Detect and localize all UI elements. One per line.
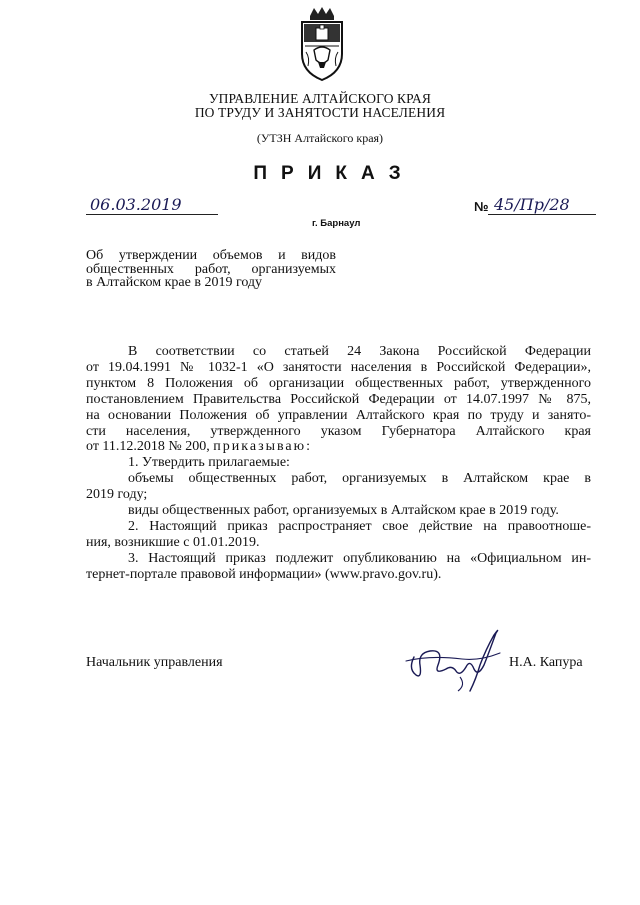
- body-line: пунктом 8 Положения об организации общественных работ, утвержденного: [86, 375, 591, 391]
- handwritten-order-number: 45/Пр/28: [494, 195, 570, 214]
- body-line: сти населения, утвержденного указом Губернатора Алтайского края: [86, 423, 591, 439]
- document-title: ПРИКАЗ: [253, 163, 415, 184]
- subject-line: общественных работ, организуемых: [86, 261, 336, 277]
- date-underline: [86, 214, 218, 215]
- body-line: постановлением Правительства Российской Федерации от 14.07.1997 № 875,: [86, 391, 591, 407]
- coat-of-arms-emblem: [296, 6, 348, 84]
- item-1a-line: объемы общественных работ, организуемых в Алтайском крае в: [128, 471, 591, 487]
- body-line: [86, 439, 591, 455]
- body-line: на основании Положения об управлении Алтайского края по труду и занято-: [86, 407, 591, 423]
- subject-line: в Алтайском крае в 2019 году: [86, 275, 263, 290]
- item-2-line: 2. Настоящий приказ распространяет свое действие на правоотноше-: [128, 518, 591, 534]
- body-line: В соответствии со статьей 24 Закона Российской Федерации: [128, 344, 591, 359]
- number-underline: [488, 214, 596, 215]
- signatory-name: Н.А. Капура: [509, 655, 583, 670]
- body-line: от 19.04.1991 № 1032-1 «О занятости населения в Российской Федерации»,: [86, 359, 591, 375]
- body-line-text: от 11.12.2018 № 200,: [86, 439, 210, 455]
- item-1: 1. Утвердить прилагаемые:: [128, 455, 290, 471]
- organization-name-line1: УПРАВЛЕНИЕ АЛТАЙСКОГО КРАЯ: [209, 91, 431, 106]
- signatory-position: Начальник управления: [86, 655, 223, 670]
- organization-short-name: (УТЗН Алтайского края): [256, 131, 384, 145]
- subject-line: Об утверждении объемов и видов: [86, 248, 336, 263]
- item-3-line: 3. Настоящий приказ подлежит опубликованию на «Официальном ин-: [128, 550, 591, 566]
- item-1b: виды общественных работ, организуемых в Алтайском крае в 2019 году.: [128, 503, 559, 519]
- order-subject: [86, 249, 336, 290]
- city-label: г. Барнаул: [312, 218, 361, 229]
- organization-name-line2: ПО ТРУДУ И ЗАНЯТОСТИ НАСЕЛЕНИЯ: [194, 105, 446, 120]
- number-label: №: [474, 199, 489, 214]
- item-3-line: тернет-портале правовой информации» (www.pravo.gov.ru).: [86, 566, 442, 582]
- handwritten-signature: [400, 625, 510, 695]
- item-1a-line: 2019 году;: [86, 487, 148, 503]
- order-body: [86, 344, 591, 583]
- item-2-line: ния, возникшие с 01.01.2019.: [86, 534, 260, 550]
- order-verb: приказываю:: [213, 439, 312, 455]
- handwritten-date: 06.03.2019: [90, 195, 182, 214]
